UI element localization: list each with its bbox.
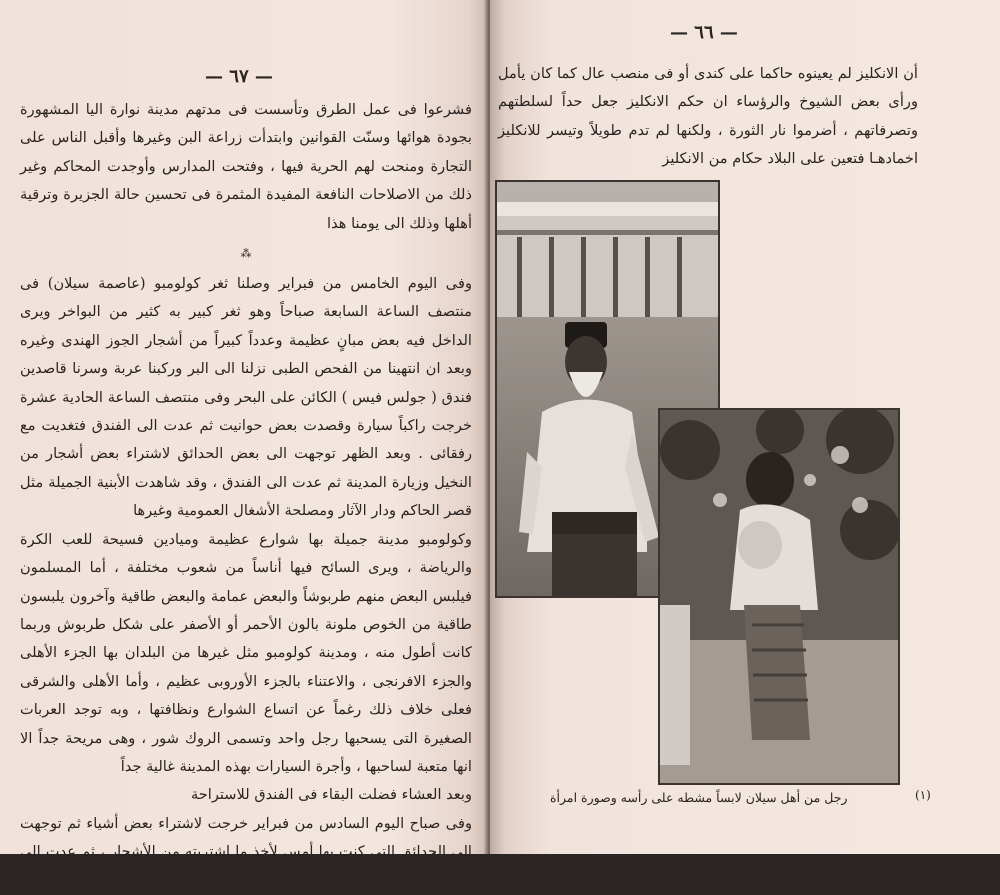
section-ornament: ⁂ bbox=[240, 247, 252, 261]
photo-ceylon-woman bbox=[658, 408, 900, 785]
left-paragraph-5: وفى صباح اليوم السادس من فبراير خرجت لاشتراء بعض أشياء ثم توجهت الى الحدائق التى كنت بها أمس لأخذ ما اشتريته من الأشجار ، ثم عدت الى الفندق bbox=[20, 814, 472, 889]
page-corner-mark: (١) bbox=[915, 788, 931, 802]
right-page bbox=[490, 0, 1000, 854]
photo-woman-illustration bbox=[660, 410, 898, 783]
left-paragraph-2: وفى اليوم الخامس من فبراير وصلنا ثغر كولومبو (عاصمة سيلان) فى منتصف الساعة السابعة صباحاً وهو ثغر كبير به كثير من البواخر ويرى الداخل فيه بعض مبانٍ عظيمة وعدداً كبيراً من أشجار الجوز الهندى وغيره وبعد ان انتهينا من الفحص الطبى نزلنا الى البر وركبنا عربة وسرنا قاصدين فندق ( جولس فيس ) الكائن على البحر وفى منتصف الساعة الحادية عشرة خرجت راكباً سيارة وقصدت بعض حوانيت ثم عدت الى الفندق فتغديت مع رفقائى . وبعد الظهر توجهت الى بعض الحدائق لاشتراء بعض أشجار من النخيل وزيارة المدينة ثم عدت الى الفندق ، وقد شاهدت الأبنية الجميلة مثل قصر الحاكم ودار الآثار ومصلحة الأشغال العمومية وغيرها bbox=[20, 275, 472, 520]
right-page-text bbox=[498, 60, 918, 174]
left-paragraph-4: وبعد العشاء فضلت البقاء فى الفندق للاستراحة bbox=[190, 786, 472, 804]
left-paragraph-3: وكولومبو مدينة جميلة بها شوارع عظيمة وميادين فسيحة للعب الكرة والرياضة ، ويرى السائح فيها أناساً من شعوب مختلفة ، أما المسلمون فيلبس البعض منهم طربوشاً والبعض عمامة والبعض طاقية وآخرون يلبسون طاقية من الخوص ملونة بالون الأحمر أو الأصفر على شكل طربوش وربما كانت أطول منه ، ومدينة كولومبو مثل غيرها من البلدان بها الجزء الأهلى والجزء الافرنجى ، والاعتناء بالجزء الأوروبى عظيم ، وأما الأهلى والشرقى فعلى خلاف ذلك رغماً عن اتساع الشوارع ونظافتها ، وبه توجد العربات الصغيرة التى يسحبها رجل واحد وتسمى الروك شور ، وهى مريحة جداً الا انها متعبة لساحبها ، وأجرة السيارات بهذه المدينة غالية جداً bbox=[20, 530, 472, 775]
right-paragraph: أن الانكليز لم يعينوه حاكما على كندى أو فى منصب عال كما كان يأمل ورأى بعض الشيوخ والرؤساء ان حكم الانكليز جعل حداً لسلطتهم وتصرفاتهم ، أضرموا نار الثورة ، ولكنها لم تدم طويلاً وتيسر للانكليز اخمادهـا فتعين على البلاد حكام من الانكليز bbox=[498, 65, 918, 168]
left-page-number: — ٦٧ — bbox=[205, 66, 273, 87]
left-page-text bbox=[20, 96, 472, 895]
left-paragraph-1: فشرعوا فى عمل الطرق وتأسست فى مدتهم مدينة نوارة اليا المشهورة بجودة هوائها وسنّت القوانين وابتدأت زراعة البن وغيرها وأقبل الناس على التجارة ومنحت لهم الحرية فيها ، وفتحت المدارس وأوجدت المحاكم وغير ذلك من الاصلاحات النافعة المفيدة المثمرة فى تحسين حالة الجزيرة وترقية أهلها وذلك الى يومنا هذا bbox=[20, 101, 472, 232]
left-page bbox=[0, 0, 488, 889]
right-page-number: — ٦٦ — bbox=[670, 22, 738, 43]
photo-caption: رجل من أهل سيلان لابساً مشطه على رأسه وصورة امرأة bbox=[550, 790, 848, 805]
